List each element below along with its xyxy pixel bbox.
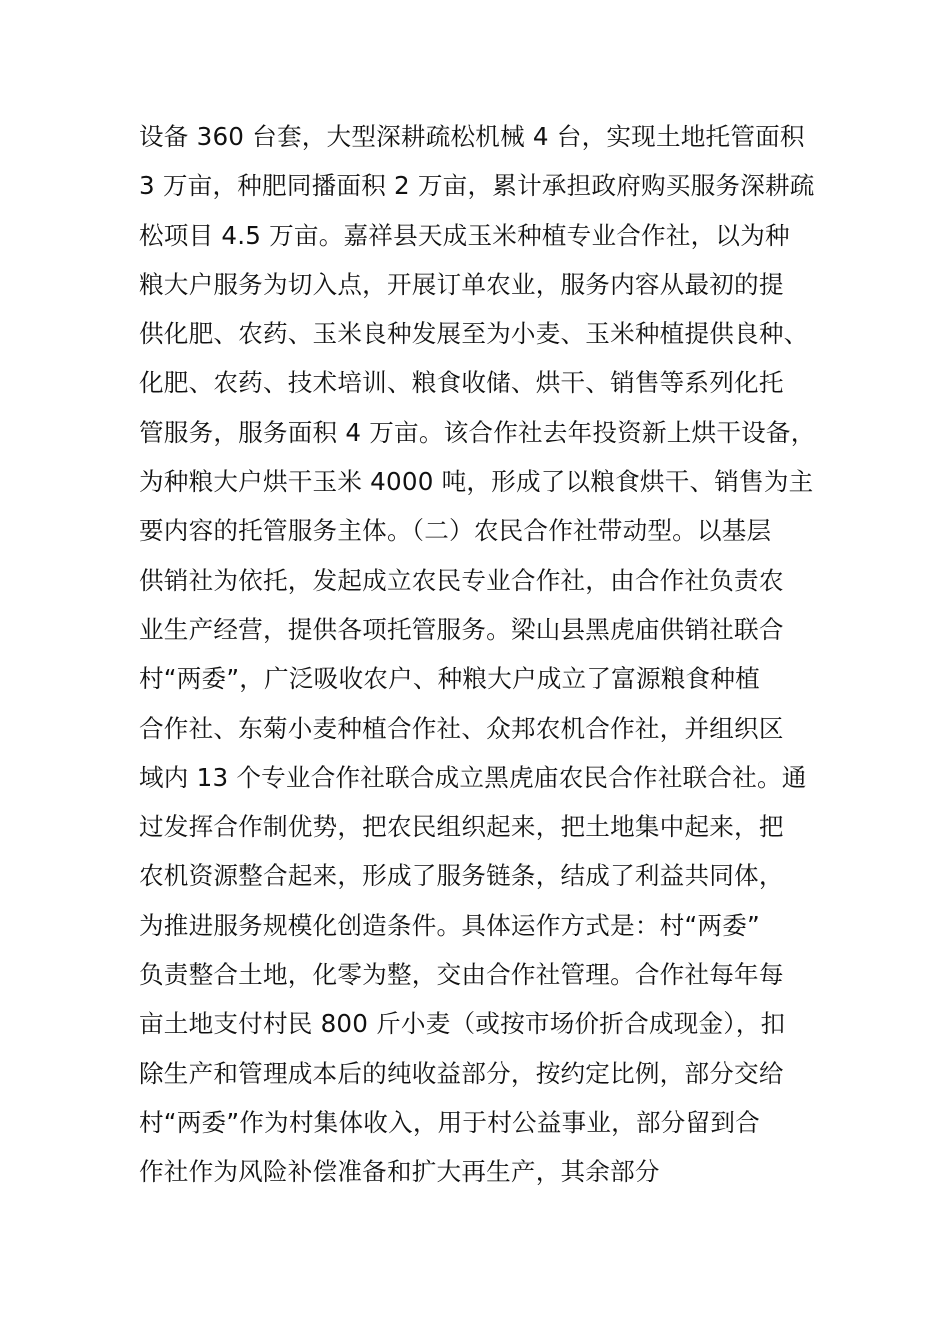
text-line: 为推进服务规模化创造条件。具体运作方式是：村“两委” bbox=[139, 910, 760, 940]
text-line: 为种粮大户烘干玉米 4000 吨，形成了以粮食烘干、销售为主 bbox=[139, 467, 814, 497]
text-line: 松项目 4.5 万亩。嘉祥县天成玉米种植专业合作社，以为种 bbox=[139, 220, 790, 250]
text-line: 管服务，服务面积 4 万亩。该合作社去年投资新上烘干设备， bbox=[139, 417, 816, 447]
body-paragraph bbox=[139, 112, 829, 1197]
text-line: 域内 13 个专业合作社联合成立黑虎庙农民合作社联合社。通 bbox=[139, 762, 807, 792]
text-line: 设备 360 台套，大型深耕疏松机械 4 台，实现土地托管面积 bbox=[139, 122, 805, 151]
text-line: 化肥、农药、技术培训、粮食收储、烘干、销售等系列化托 bbox=[139, 368, 784, 398]
text-line: 村“两委”，广泛吸收农户、种粮大户成立了富源粮食种植 bbox=[139, 664, 760, 694]
text-line: 业生产经营，提供各项托管服务。梁山县黑虎庙供销社联合 bbox=[139, 614, 784, 644]
text-line: 农机资源整合起来，形成了服务链条，结成了利益共同体， bbox=[139, 861, 784, 891]
text-line: 负责整合土地，化零为整，交由合作社管理。合作社每年每 bbox=[139, 960, 784, 990]
text-line: 粮大户服务为切入点，开展订单农业，服务内容从最初的提 bbox=[139, 269, 784, 299]
text-line: 供销社为依托，发起成立农民专业合作社，由合作社负责农 bbox=[139, 565, 784, 595]
text-line: 合作社、东菊小麦种植合作社、众邦农机合作社，并组织区 bbox=[139, 713, 784, 743]
text-line: 供化肥、农药、玉米良种发展至为小麦、玉米种植提供良种、 bbox=[139, 319, 809, 349]
text-line: 亩土地支付村民 800 斤小麦（或按市场价折合成现金），扣 bbox=[139, 1009, 786, 1039]
text-line: 除生产和管理成本后的纯收益部分，按约定比例，部分交给 bbox=[139, 1058, 784, 1088]
text-line: 村“两委”作为村集体收入，用于村公益事业，部分留到合 bbox=[139, 1107, 760, 1137]
text-line: 作社作为风险补偿准备和扩大再生产，其余部分 bbox=[139, 1157, 660, 1187]
text-line: 3 万亩，种肥同播面积 2 万亩，累计承担政府购买服务深耕疏 bbox=[139, 171, 815, 201]
text-line: 过发挥合作制优势，把农民组织起来，把土地集中起来，把 bbox=[139, 812, 784, 842]
text-line: 要内容的托管服务主体。（二）农民合作社带动型。以基层 bbox=[139, 516, 772, 546]
